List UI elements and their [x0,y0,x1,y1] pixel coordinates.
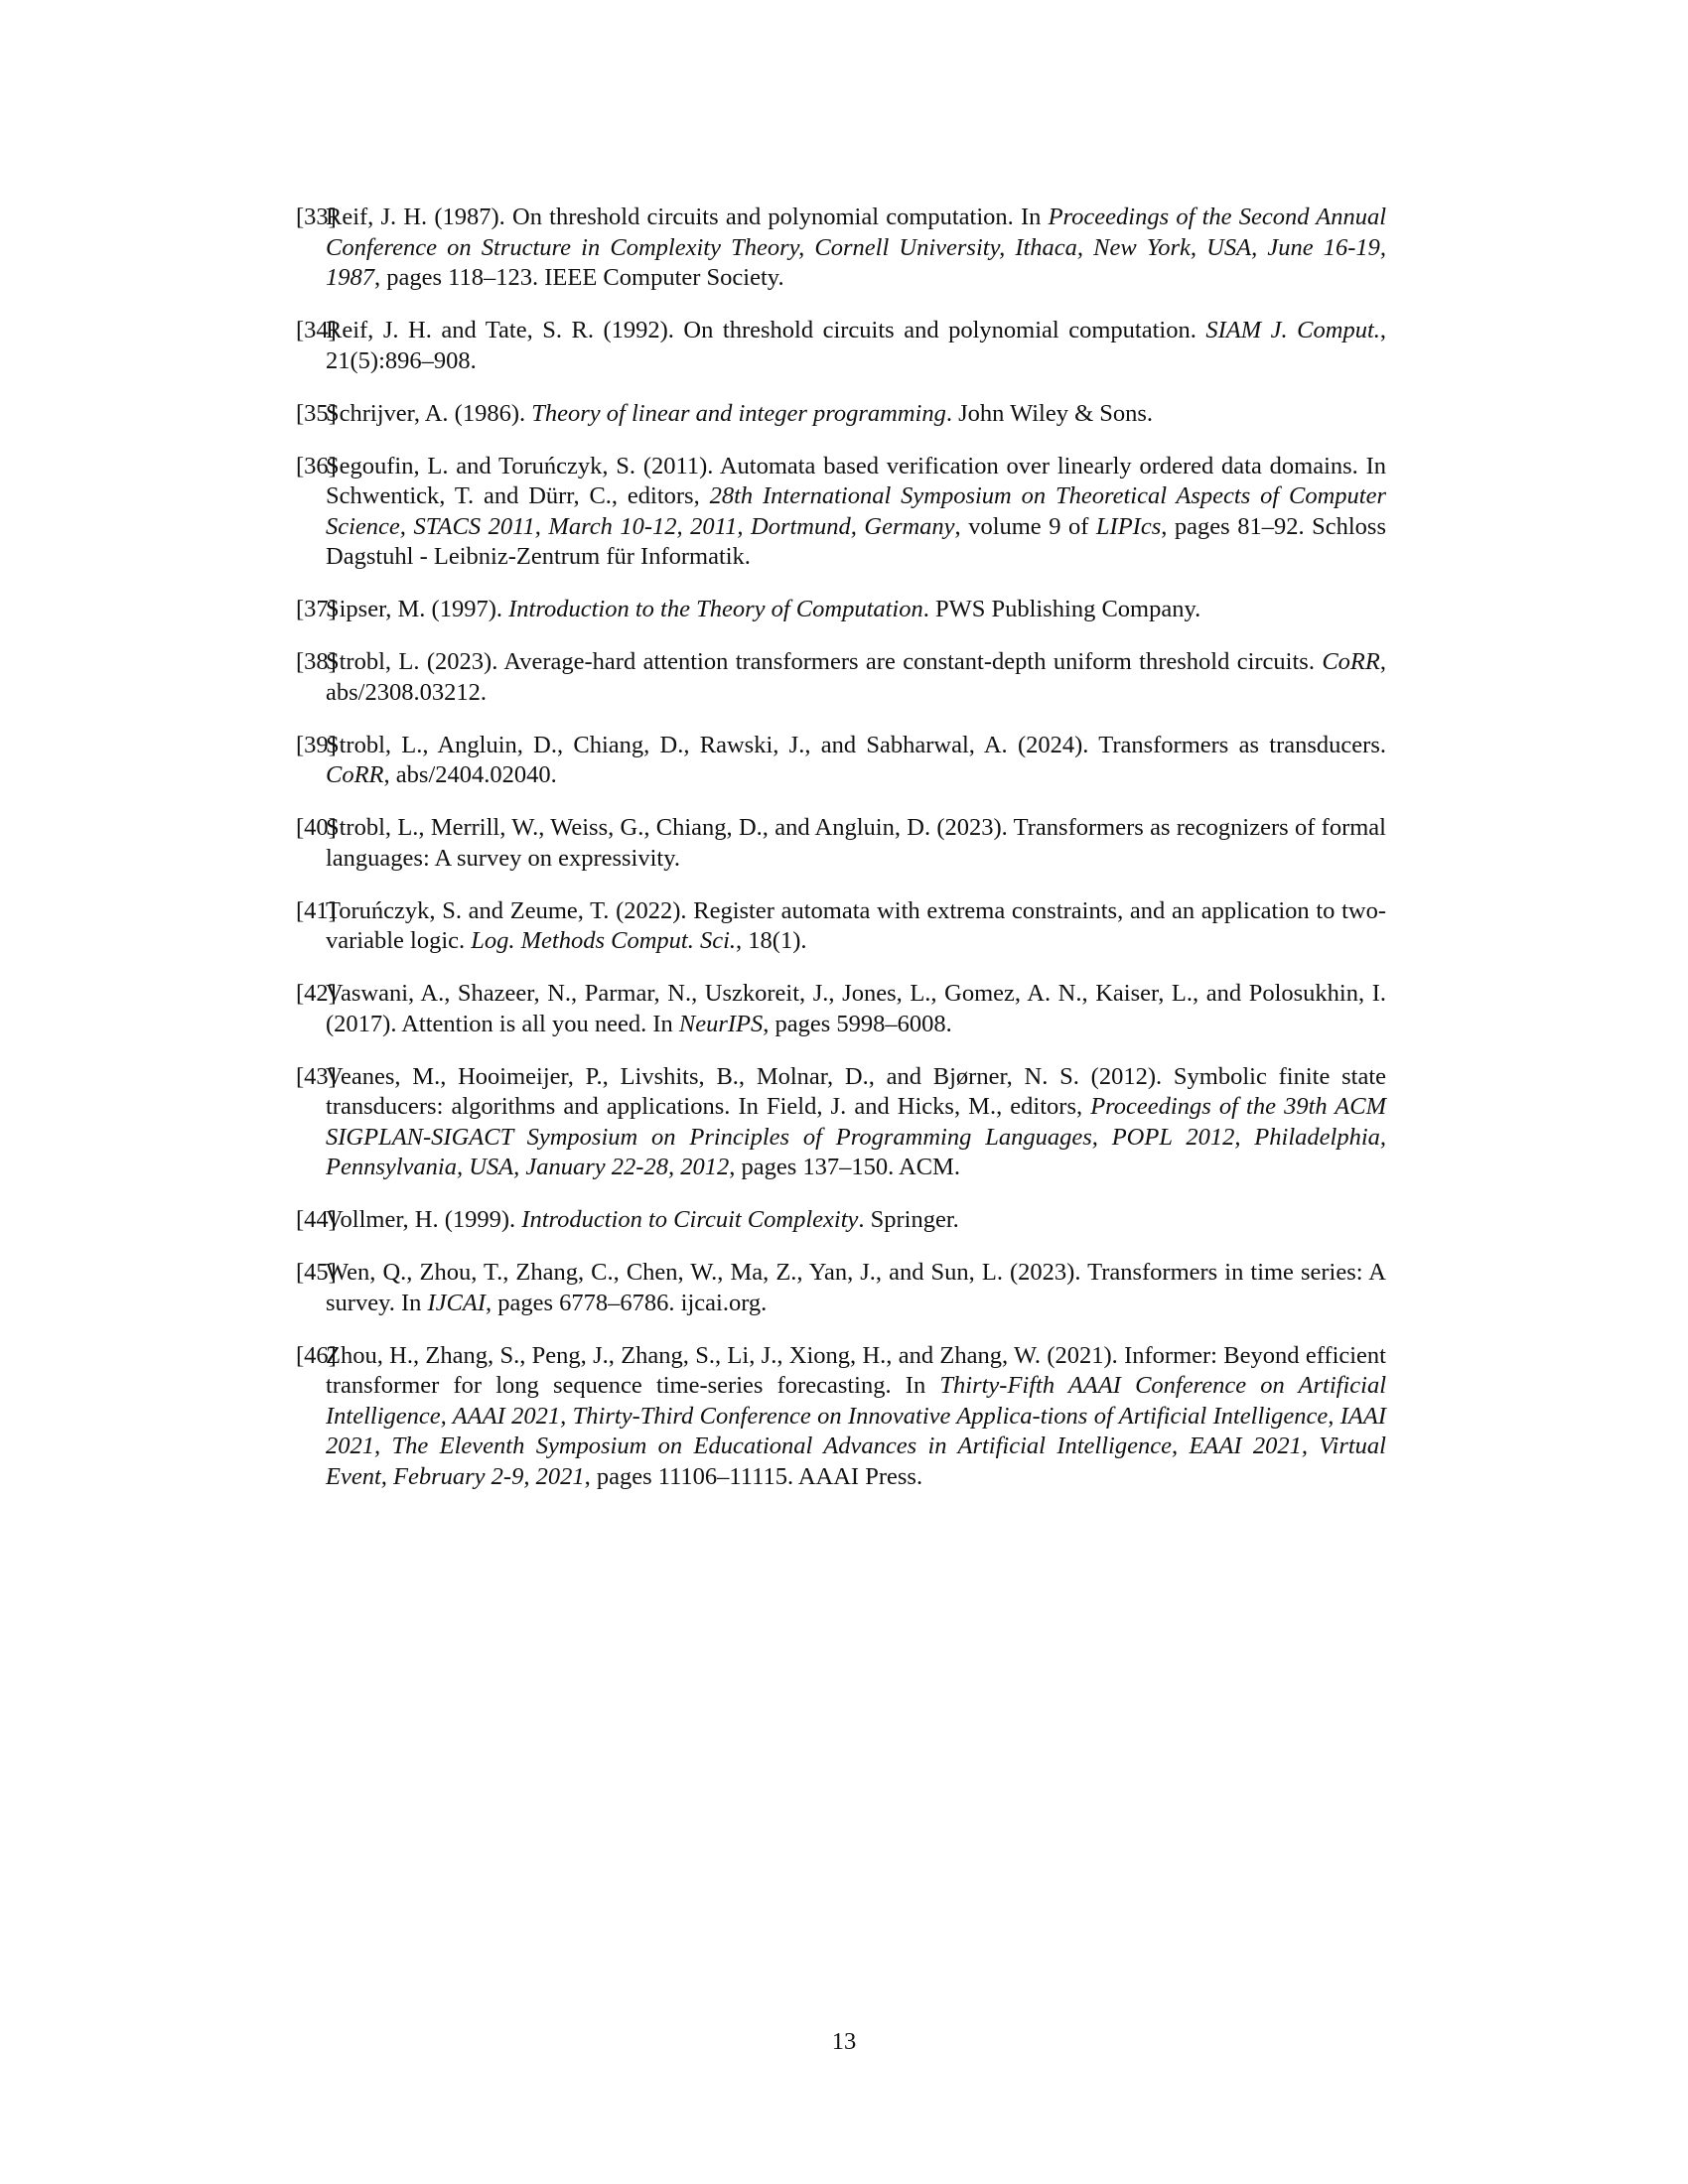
reference-venue: Thirty-Fifth AAAI Conference on Artificial Intelligence, AAAI 2021, Thirty-Third Conference on Innovative Applica-tions of Artificial Intelligence, IAAI 2021, The Eleventh Symposium on Educational Advances in Artificial Intelligence, EAAI 2021, Virtual Event, February 2-9, 2021 [326,1372,1387,1490]
reference-segment: Zhou, H., Zhang, S., Peng, J., Zhang, S., Li, J., Xiong, H., and Zhang, W. (2021). Informer: Beyond efficient transformer for long sequence time-series forecasting. In [326,1341,1386,1399]
reference-entry [296,1258,1386,1318]
reference-number: [40] [296,814,337,841]
reference-text [326,316,1386,376]
reference-text [326,595,1386,625]
reference-segment: Sipser, M. (1997). [326,596,509,622]
reference-number: [44] [296,1206,337,1233]
reference-number: [41] [296,896,337,924]
reference-number: [45] [296,1259,337,1286]
reference-entry [296,896,1386,957]
reference-entry [296,979,1386,1039]
reference-text [326,896,1386,957]
reference-segment: Segoufin, L. and Toruńczyk, S. (2011). Automata based verification over linearly ordered data domains. In Schwentick, T. and Dürr, C., editors, [326,452,1386,509]
reference-text [326,1341,1386,1493]
reference-text [326,203,1386,294]
reference-entry [296,316,1386,376]
reference-segment: Toruńczyk, S. and Zeume, T. (2022). Register automata with extrema constraints, and an application to two-variable logic. [326,896,1386,954]
reference-text [326,452,1386,573]
reference-entry [296,399,1386,430]
reference-number: [37] [296,596,337,622]
reference-segment: , abs/2404.02040. [383,761,557,788]
reference-entry [296,1341,1386,1493]
reference-venue: Introduction to Circuit Complexity [521,1206,859,1233]
reference-segment: Vaswani, A., Shazeer, N., Parmar, N., Uszkoreit, J., Jones, L., Gomez, A. N., Kaiser, L., and Polosukhin, I. (2017). Attention is all you need. In [326,980,1386,1037]
reference-entry [296,1062,1386,1183]
reference-number: [39] [296,731,337,758]
reference-number: [35] [296,399,337,427]
reference-segment: Wen, Q., Zhou, T., Zhang, C., Chen, W., Ma, Z., Yan, J., and Sun, L. (2023). Transformers in time series: A survey. In [326,1259,1386,1316]
reference-entry [296,813,1386,874]
reference-number: [36] [296,452,337,479]
reference-segment: Strobl, L., Angluin, D., Chiang, D., Rawski, J., and Sabharwal, A. (2024). Transformers as transducers. [326,731,1386,758]
reference-segment: Vollmer, H. (1999). [326,1206,522,1233]
reference-entry [296,452,1386,573]
reference-venue: Introduction to the Theory of Computation [508,596,923,622]
reference-segment: Reif, J. H. and Tate, S. R. (1992). On threshold circuits and polynomial computation. [326,317,1206,343]
reference-text [326,647,1386,708]
reference-text [326,1205,1386,1236]
reference-segment: Reif, J. H. (1987). On threshold circuits and polynomial computation. In [326,204,1049,230]
reference-segment: , pages 137–150. ACM. [729,1154,960,1180]
reference-segment: , 18(1). [736,927,807,954]
reference-number: [33] [296,204,337,230]
reference-venue: Log. Methods Comput. Sci. [471,927,737,954]
reference-segment: , pages 81–92. Schloss Dagstuhl - Leibniz-Zentrum für Informatik. [326,512,1386,570]
reference-venue: CoRR [1322,648,1380,675]
reference-segment: . PWS Publishing Company. [922,596,1201,622]
reference-entry [296,647,1386,708]
reference-entry [296,203,1386,294]
reference-text [326,399,1386,430]
reference-venue: LIPIcs [1095,512,1162,540]
reference-entry [296,1205,1386,1236]
reference-entry [296,595,1386,625]
reference-segment: , pages 6778–6786. ijcai.org. [486,1289,768,1316]
reference-text [326,979,1386,1039]
reference-venue: Proceedings of the 39th ACM SIGPLAN-SIGACT Symposium on Principles of Programming Languages, POPL 2012, Philadelphia, Pennsylvania, USA, January 22-28, 2012 [326,1093,1386,1180]
reference-list [296,203,1386,1515]
reference-segment: . Springer. [858,1206,959,1233]
reference-number: [42] [296,980,337,1007]
reference-text [326,1258,1386,1318]
reference-number: [43] [296,1062,337,1090]
reference-segment: Veanes, M., Hooimeijer, P., Livshits, B., Molnar, D., and Bjørner, N. S. (2012). Symbolic finite state transducers: algorithms and applications. In Field, J. and Hicks, M., editors, [326,1062,1386,1120]
reference-venue: Theory of linear and integer programming [531,399,946,427]
reference-segment: , abs/2308.03212. [326,648,1386,706]
reference-segment: , volume 9 of [954,512,1096,540]
reference-number: [34] [296,317,337,343]
reference-venue: SIAM J. Comput. [1205,317,1380,343]
reference-segment: , pages 5998–6008. [763,1010,952,1037]
reference-segment: , 21(5):896–908. [326,317,1386,374]
reference-venue: Proceedings of the Second Annual Conference on Structure in Complexity Theory, Cornell University, Ithaca, New York, USA, June 16-19, 1987 [326,204,1386,291]
reference-text [326,813,1386,874]
page-number: 13 [831,2028,857,2055]
reference-segment: . John Wiley & Sons. [945,399,1154,427]
reference-segment: Schrijver, A. (1986). [326,399,532,427]
reference-entry [296,731,1386,791]
reference-segment: , pages 118–123. IEEE Computer Society. [374,264,784,291]
reference-venue: 28th International Symposium on Theoretical Aspects of Computer Science, STACS 2011, March 10-12, 2011, Dortmund, Germany [326,482,1387,540]
reference-venue: NeurIPS [678,1010,764,1037]
reference-segment: , pages 11106–11115. AAAI Press. [584,1462,923,1490]
reference-segment: Strobl, L., Merrill, W., Weiss, G., Chiang, D., and Angluin, D. (2023). Transformers as recognizers of formal languages: A survey on expressivity. [326,814,1386,872]
reference-venue: IJCAI [427,1289,487,1316]
reference-text [326,1062,1386,1183]
reference-venue: CoRR [326,761,384,788]
reference-number: [46] [296,1341,337,1369]
reference-text [326,731,1386,791]
reference-number: [38] [296,648,337,675]
reference-segment: Strobl, L. (2023). Average-hard attention transformers are constant-depth uniform threshold circuits. [326,648,1323,675]
